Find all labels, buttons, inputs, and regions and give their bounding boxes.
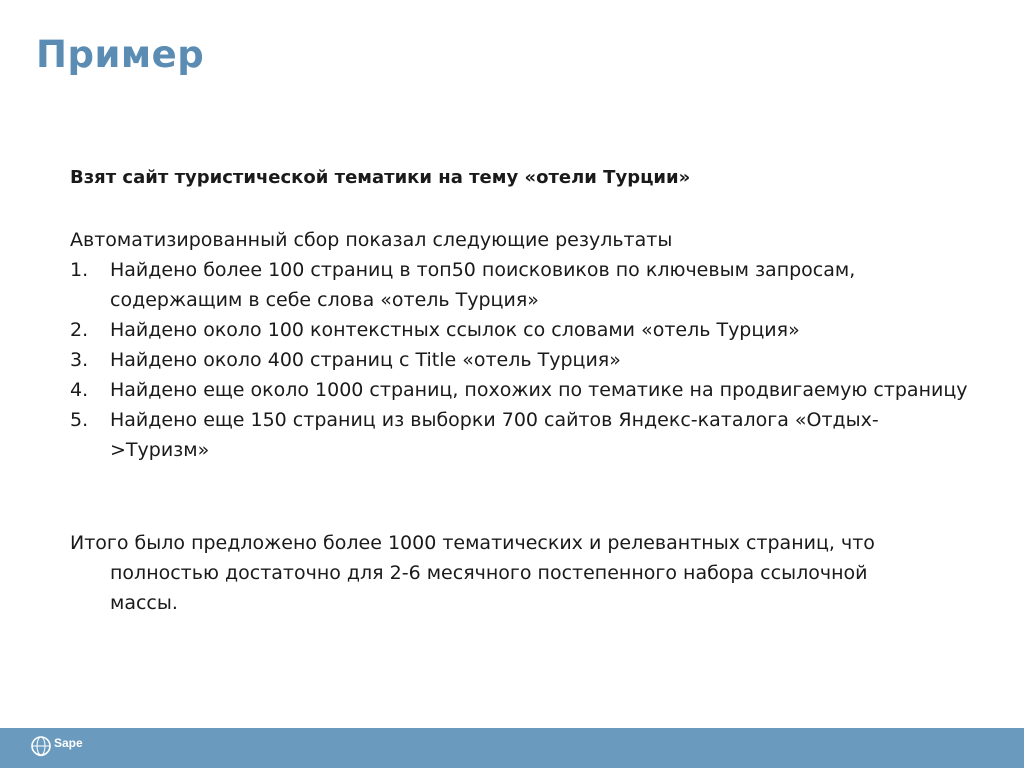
list-item-number: 5. bbox=[70, 409, 89, 431]
list-item-text: Найдено еще 150 страниц из выборки 700 сайтов Яндекс-каталога «Отдых->Туризм» bbox=[110, 409, 879, 461]
slide-title: Пример bbox=[36, 33, 205, 76]
list-item-number: 2. bbox=[70, 319, 89, 341]
list-item-number: 3. bbox=[70, 349, 89, 371]
list-item-text: Найдено еще около 1000 страниц, похожих по тематике на продвигаемую страницу bbox=[110, 379, 968, 401]
list-item bbox=[70, 405, 970, 465]
list-item-text: Найдено более 100 страниц в топ50 поисковиков по ключевым запросам, содержащим в себе слова «отель Турция» bbox=[110, 259, 856, 311]
list-item-text: Найдено около 400 страниц с Title «отель Турция» bbox=[110, 349, 621, 371]
list-item bbox=[70, 315, 970, 345]
results-list bbox=[70, 255, 970, 465]
summary-text: Итого было предложено более 1000 тематических и релевантных страниц, что полностью достаточно для 2-6 месячного постепенного набора ссылочной массы. bbox=[70, 532, 875, 614]
lead-text: Взят сайт туристической тематики на тему «отели Турции» bbox=[70, 167, 691, 188]
slide-body bbox=[70, 163, 970, 618]
logo-name: Sape bbox=[54, 736, 83, 750]
intro-text: Автоматизированный сбор показал следующие результаты bbox=[70, 229, 673, 251]
list-item-number: 1. bbox=[70, 259, 89, 281]
logo-subline bbox=[54, 750, 83, 755]
globe-icon bbox=[30, 735, 52, 757]
list-item-number: 4. bbox=[70, 379, 89, 401]
sape-logo bbox=[30, 735, 83, 757]
list-item-text: Найдено около 100 контекстных ссылок со словами «отель Турция» bbox=[110, 319, 800, 341]
logo-text bbox=[54, 737, 83, 755]
list-item bbox=[70, 345, 970, 375]
list-item bbox=[70, 255, 970, 315]
list-item bbox=[70, 375, 970, 405]
footer-bar bbox=[0, 728, 1024, 768]
